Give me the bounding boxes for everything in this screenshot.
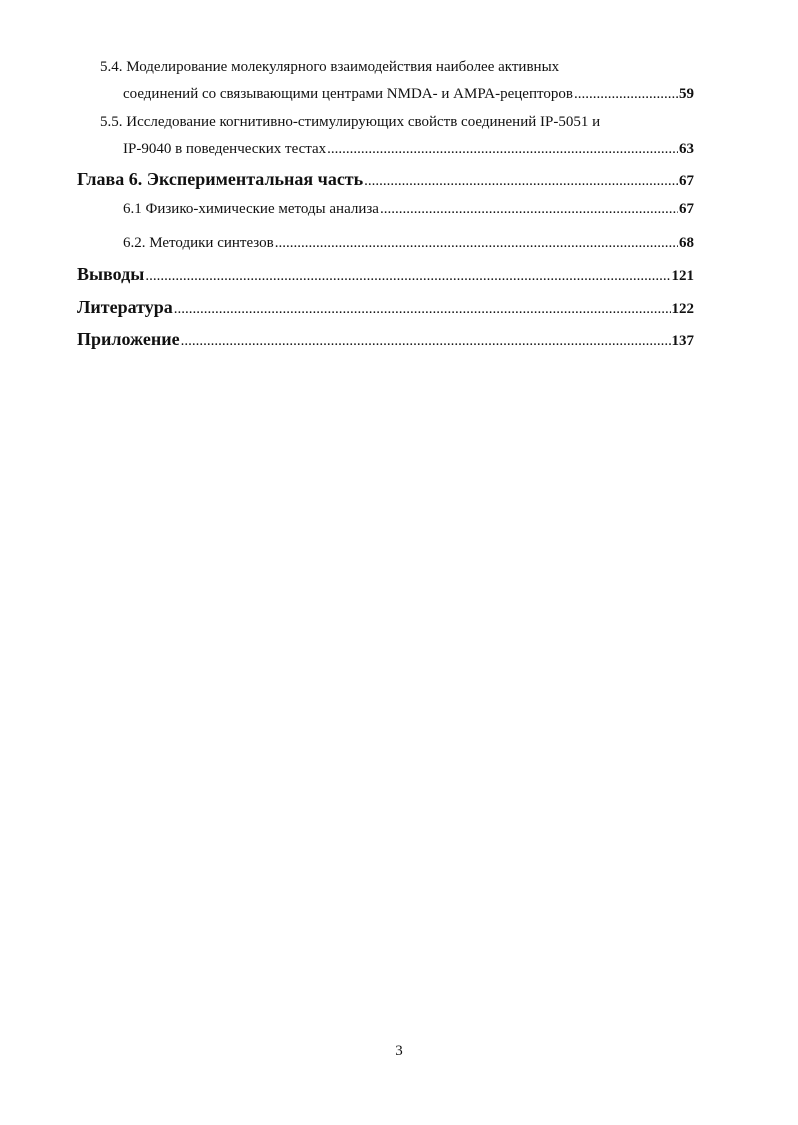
toc-page-number: 68 bbox=[679, 235, 694, 251]
toc-page-number: 67 bbox=[679, 201, 694, 217]
toc-entry-title: IP-9040 в поведенческих тестах bbox=[123, 141, 327, 157]
toc-literature bbox=[77, 297, 694, 318]
toc-chapter-title: Приложение bbox=[77, 329, 180, 349]
toc-page-number: 67 bbox=[679, 173, 694, 189]
page-number: 3 bbox=[395, 1043, 403, 1059]
leader-dots bbox=[181, 333, 671, 350]
toc-entry-5-5-line1: 5.5. Исследование когнитивно-стимулирующих свойств соединений IP-5051 и bbox=[100, 114, 601, 130]
toc-page-number: 122 bbox=[671, 301, 694, 317]
toc-chapter-title: Глава 6. Экспериментальная часть bbox=[77, 169, 364, 189]
leader-dots bbox=[174, 301, 671, 318]
toc-page-number: 63 bbox=[679, 141, 694, 157]
toc-entry-5-4 bbox=[123, 86, 694, 103]
toc-entry-title: 6.1 Физико-химические методы анализа bbox=[123, 201, 379, 217]
toc-entry-6-1 bbox=[123, 201, 694, 218]
leader-dots bbox=[574, 86, 678, 103]
toc-appendix bbox=[77, 329, 694, 350]
leader-dots bbox=[380, 201, 678, 218]
leader-dots bbox=[145, 268, 670, 285]
leader-dots bbox=[327, 141, 678, 158]
toc-entry-5-4-line1: 5.4. Моделирование молекулярного взаимодействия наиболее активных bbox=[100, 59, 560, 75]
toc-entry-6-2 bbox=[123, 235, 694, 252]
toc-page-number: 59 bbox=[679, 86, 694, 102]
toc-conclusions bbox=[77, 264, 694, 285]
leader-dots bbox=[275, 235, 678, 252]
toc-entry-5-5 bbox=[123, 141, 694, 158]
toc-page-number: 137 bbox=[671, 333, 694, 349]
toc-entry-title: 6.2. Методики синтезов bbox=[123, 235, 274, 251]
toc-chapter-title: Выводы bbox=[77, 264, 145, 284]
toc-chapter-6 bbox=[77, 169, 694, 190]
toc-chapter-title: Литература bbox=[77, 297, 173, 317]
toc-entry-title: соединений со связывающими центрами NMDA- и AMPA-рецепторов bbox=[123, 86, 573, 102]
leader-dots bbox=[364, 173, 678, 190]
toc-page-number: 121 bbox=[671, 268, 694, 284]
